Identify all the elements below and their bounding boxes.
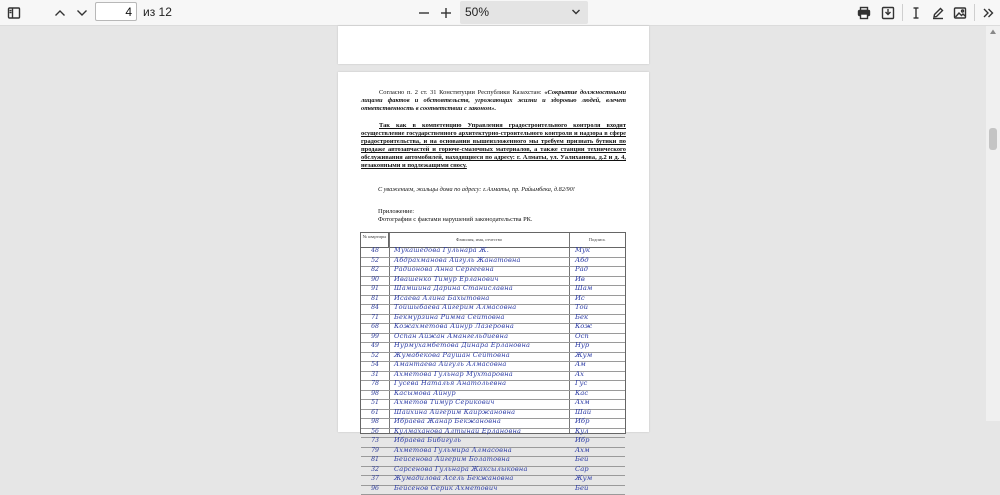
table-row <box>361 486 625 495</box>
image-icon <box>953 6 967 20</box>
resident-signature: Шай <box>575 408 619 416</box>
resident-name: Бекмурзина Римма Сейтовна <box>394 313 566 321</box>
resident-name: Амантаева Айгуль Алмасовна <box>394 360 566 368</box>
more-options-button[interactable] <box>976 1 1000 24</box>
current-page-sheet <box>338 72 649 432</box>
resident-signature: Абд <box>575 256 619 264</box>
resident-name: Тойшыбаева Айгерим Алмасовна <box>394 303 566 311</box>
double-chevron-right-icon <box>981 6 995 20</box>
apartment-number: 84 <box>363 304 387 311</box>
constitution-reference: Согласно п. 2 ст. 31 Конституции Республики Казахстан: <box>379 89 544 96</box>
pdf-toolbar <box>0 0 1000 26</box>
apartment-number: 37 <box>363 475 387 482</box>
resident-signature: Ахм <box>575 398 619 406</box>
signature-line: С уважением, жильцы дома по адресу: г.Алматы, пр. Райымбека, д.82/90! <box>378 186 628 194</box>
resident-signature: Бей <box>575 455 619 463</box>
scrollbar-thumb[interactable] <box>989 128 997 150</box>
apartment-number: 49 <box>363 342 387 349</box>
scroll-up-arrow-icon[interactable] <box>989 28 997 36</box>
apartment-number: 51 <box>363 399 387 406</box>
apartment-number: 71 <box>363 314 387 321</box>
resident-signature: Кож <box>575 322 619 330</box>
apartment-number: 81 <box>363 456 387 463</box>
resident-name: Жумадилова Асель Бекжановна <box>394 474 566 482</box>
resident-signature: Нур <box>575 341 619 349</box>
resident-name: Мукашедова Гульнара Ж. <box>394 246 566 254</box>
resident-signature: Ис <box>575 294 619 302</box>
resident-name: Кожахметова Айнур Лазеровна <box>394 322 566 330</box>
resident-name: Сарсенова Гульнара Жаксылыковна <box>394 465 566 473</box>
resident-name: Исаева Алина Бахытовна <box>394 294 566 302</box>
chevron-down-icon <box>570 6 582 18</box>
resident-signature: Ив <box>575 275 619 283</box>
resident-signature: Жум <box>575 351 619 359</box>
pen-icon <box>931 6 945 20</box>
previous-page-sheet <box>338 26 649 64</box>
constitution-quote: «Сокрытие должностными лицами фактов и обстоятельств, угрожающих жизни и здоровью людей, влечет ответственность в соответствии с законом». <box>361 89 626 112</box>
resident-name: Касымова Айнур <box>394 389 566 397</box>
apartment-number: 73 <box>363 437 387 444</box>
document-viewer[interactable] <box>0 26 986 421</box>
demand-paragraph: Так как в компетенцию Управления градостроительного контроля входит осуществление государственного архитектурно-строительного контроля и надзора в сфере градостроительства, и на основании вышеизложенного мы требуем признать бутики по продаже автозапчастей и горюче-смазочных материалов, а также станции технического обслуживания автомобилей, находящиеся по адресу: г. Алматы, ул. Уалиханова, д.2 и д. 4, незаконными и подлежащими сносу. <box>361 122 626 171</box>
resident-name: Абдрахманова Айгуль Жанатовна <box>394 256 566 264</box>
resident-signature: Ибр <box>575 417 619 425</box>
apartment-number: 61 <box>363 409 387 416</box>
zoom-level-value: 50% <box>465 5 489 19</box>
constitution-paragraph <box>361 89 626 113</box>
apartment-number: 78 <box>363 380 387 387</box>
resident-name: Радионова Анна Сергеевна <box>394 265 566 273</box>
apartment-number: 99 <box>363 333 387 340</box>
resident-signature: Кас <box>575 389 619 397</box>
apartment-number: 31 <box>363 371 387 378</box>
zoom-out-button[interactable] <box>412 1 436 24</box>
header-apartment: № квартиры <box>361 233 389 247</box>
resident-name: Шамшина Дарина Станиславна <box>394 284 566 292</box>
zoom-level-select[interactable] <box>460 1 588 24</box>
header-signature: Подпись <box>569 233 625 247</box>
apartment-number: 54 <box>363 361 387 368</box>
resident-signature: Ибр <box>575 436 619 444</box>
print-button[interactable] <box>852 1 876 24</box>
apartment-number: 68 <box>363 323 387 330</box>
apartment-number: 48 <box>363 247 387 254</box>
apartment-number: 79 <box>363 447 387 454</box>
add-image-button[interactable] <box>948 1 972 24</box>
apartment-number: 52 <box>363 257 387 264</box>
resident-name: Кулмаханова Алтынай Ерлановна <box>394 427 566 435</box>
draw-button[interactable] <box>926 1 950 24</box>
resident-signature: Кул <box>575 427 619 435</box>
resident-name: Бейсенова Айгерим Болатовна <box>394 455 566 463</box>
resident-signature: Ахм <box>575 446 619 454</box>
signature-sheet-scan <box>360 232 626 434</box>
save-icon <box>881 6 895 20</box>
apartment-number: 82 <box>363 266 387 273</box>
resident-signature: Бей <box>575 484 619 492</box>
resident-signature: Гус <box>575 379 619 387</box>
text-cursor-icon <box>909 6 923 20</box>
resident-signature: Бек <box>575 313 619 321</box>
vertical-scrollbar[interactable] <box>986 26 1000 421</box>
previous-page-button[interactable] <box>48 1 72 24</box>
apartment-number: 98 <box>363 390 387 397</box>
resident-name: Ибраева Жанар Бекжановна <box>394 417 566 425</box>
resident-name: Гусева Наталья Анатольевна <box>394 379 566 387</box>
resident-name: Шайхина Айгерим Каиржановна <box>394 408 566 416</box>
resident-name: Ивашенко Тимур Ерланович <box>394 275 566 283</box>
resident-name: Жумабекова Раушан Сейтовна <box>394 351 566 359</box>
toolbar-divider <box>902 4 903 21</box>
resident-name: Ахметова Гульмира Алмасовна <box>394 446 566 454</box>
resident-signature: Сар <box>575 465 619 473</box>
resident-signature: Ах <box>575 370 619 378</box>
attachment-block <box>378 208 618 224</box>
zoom-in-button[interactable] <box>434 1 458 24</box>
resident-name: Бейсенов Серик Ахметович <box>394 484 566 492</box>
page-number-input[interactable] <box>95 2 137 21</box>
resident-signature: Ам <box>575 360 619 368</box>
page-total-label: из 12 <box>143 5 172 19</box>
resident-name: Нурмухамбетова Динара Ерлановна <box>394 341 566 349</box>
toolbar-divider <box>974 4 975 21</box>
apartment-number: 81 <box>363 295 387 302</box>
apartment-number: 91 <box>363 285 387 292</box>
apartment-number: 52 <box>363 352 387 359</box>
resident-signature: Осп <box>575 332 619 340</box>
attachment-label: Приложение: <box>378 208 618 216</box>
resident-signature: Шам <box>575 284 619 292</box>
resident-name: Ахметова Гульнар Мухтаровна <box>394 370 566 378</box>
resident-signature: Той <box>575 303 619 311</box>
apartment-number: 96 <box>363 485 387 492</box>
resident-name: Ибраева Бибигуль <box>394 436 566 444</box>
next-page-button[interactable] <box>70 1 94 24</box>
text-select-button[interactable] <box>904 1 928 24</box>
sidebar-toggle-icon[interactable] <box>2 1 26 24</box>
print-icon <box>857 6 871 20</box>
resident-name: Оспан Айжан Амангельдиевна <box>394 332 566 340</box>
apartment-number: 32 <box>363 466 387 473</box>
apartment-number: 90 <box>363 276 387 283</box>
save-button[interactable] <box>876 1 900 24</box>
resident-signature: Рад <box>575 265 619 273</box>
header-full-name: Фамилия, имя, отчество <box>389 233 570 247</box>
resident-name: Ахметов Тимур Серикович <box>394 398 566 406</box>
resident-signature: Жум <box>575 474 619 482</box>
attachment-text: Фотографии с фактами нарушений законодательства РК. <box>378 216 618 224</box>
apartment-number: 98 <box>363 418 387 425</box>
apartment-number: 56 <box>363 428 387 435</box>
resident-signature: Мук <box>575 246 619 254</box>
